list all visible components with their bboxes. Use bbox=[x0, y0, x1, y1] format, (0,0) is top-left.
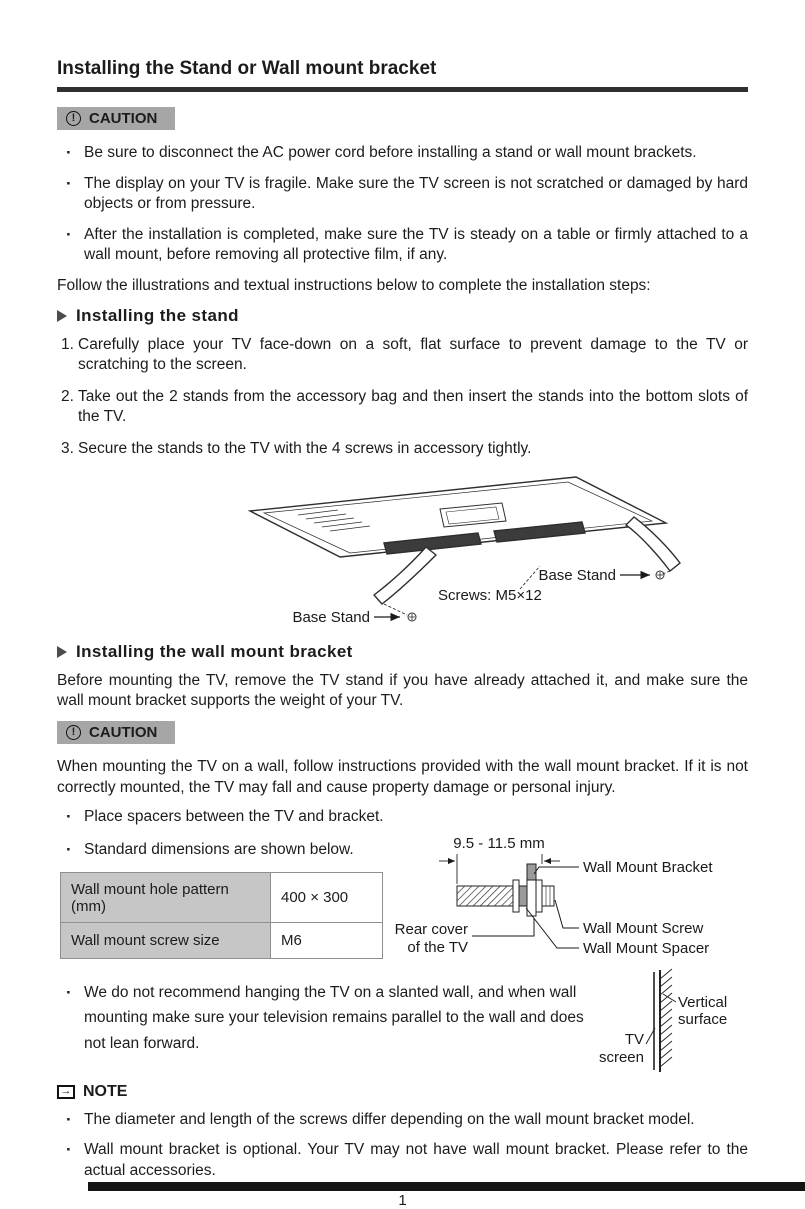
tv-stand-illustration bbox=[188, 471, 708, 631]
note-arrow-icon: → bbox=[57, 1085, 75, 1099]
step-number: 1. bbox=[61, 335, 74, 353]
stand-steps-list bbox=[57, 335, 748, 460]
list-item bbox=[57, 840, 387, 861]
spec-value-cell: M6 bbox=[271, 923, 383, 959]
page-number: 1 bbox=[398, 1191, 407, 1209]
dimensions-row bbox=[57, 834, 748, 968]
note-heading bbox=[57, 1083, 748, 1101]
caution-label: CAUTION bbox=[89, 723, 158, 741]
slant-wall-row bbox=[57, 978, 748, 1079]
page-content bbox=[57, 58, 748, 1209]
diagram-label-rear-cover-line2: of the TV bbox=[407, 938, 468, 956]
caution-bullet-list bbox=[57, 143, 748, 266]
list-item bbox=[57, 980, 589, 1057]
wall-mount-intro-text: Before mounting the TV, remove the TV stand if you have already attached it, and make sure the wall mount bracket supports the weight of your TV. bbox=[57, 671, 748, 710]
slant-bullet bbox=[57, 980, 589, 1057]
diagram-label-rear-cover-line1: Rear cover bbox=[394, 920, 468, 938]
diagram-label-spacer: Wall Mount Spacer bbox=[583, 939, 710, 957]
step-text: Carefully place your TV face-down on a soft, flat surface to prevent damage to the TV or scratching to the screen. bbox=[78, 335, 748, 374]
wall-mount-spec-table bbox=[60, 872, 383, 959]
caution-exclamation-icon: ! bbox=[66, 725, 81, 740]
step-text: Take out the 2 stands from the accessory bag and then insert the stands into the bottom slots of the TV. bbox=[78, 387, 748, 426]
diagram-label-screw: Wall Mount Screw bbox=[583, 919, 704, 937]
diagram-label-vertical-line1: Vertical bbox=[678, 993, 728, 1011]
bullet-marker: · bbox=[66, 982, 72, 1002]
list-item bbox=[57, 174, 748, 215]
triangle-marker-icon bbox=[57, 310, 67, 322]
table-row bbox=[61, 873, 383, 923]
section-title: Installing the stand bbox=[76, 305, 239, 325]
bullet-marker: · bbox=[66, 1140, 72, 1160]
diagram-label-vertical-line2: surface bbox=[678, 1010, 728, 1028]
wall-mount-screw-diagram bbox=[387, 836, 727, 968]
list-item bbox=[57, 225, 748, 266]
list-item bbox=[57, 807, 748, 828]
list-item bbox=[57, 143, 748, 164]
spec-label-cell: Wall mount screw size bbox=[61, 923, 271, 959]
note-label: NOTE bbox=[83, 1082, 128, 1100]
wall-caution-text: When mounting the TV on a wall, follow instructions provided with the wall mount bracket. If it is not correctly mounted, the TV may fall and cause property damage or personal injury. bbox=[57, 757, 748, 796]
slant-text-column bbox=[57, 978, 589, 1057]
title-divider bbox=[57, 87, 748, 92]
triangle-marker-icon bbox=[57, 646, 67, 658]
bullet-marker: · bbox=[66, 807, 72, 827]
bullet-text: Place spacers between the TV and bracket. bbox=[84, 808, 384, 826]
bullet-marker: · bbox=[66, 143, 72, 162]
diagram-dimension-label: 9.5 - 11.5 mm bbox=[453, 834, 545, 852]
note-bullet-list bbox=[57, 1110, 748, 1182]
diagram-label-tv-line2: screen bbox=[598, 1048, 644, 1066]
vertical-surface-diagram bbox=[598, 964, 748, 1079]
dimensions-bullet bbox=[57, 840, 387, 861]
section-heading-wall-mount bbox=[57, 642, 748, 662]
table-row bbox=[61, 923, 383, 959]
caution-badge-1 bbox=[57, 107, 175, 130]
caution-exclamation-icon: ! bbox=[66, 111, 81, 126]
step-number: 2. bbox=[61, 387, 74, 405]
figure-label-base-stand-right: Base Stand bbox=[538, 566, 616, 584]
figure-label-screws: Screws: M5×12 bbox=[438, 586, 542, 604]
step-number: 3. bbox=[61, 440, 74, 458]
bullet-text: The diameter and length of the screws differ depending on the wall mount bracket model. bbox=[84, 1110, 695, 1128]
diagram-label-tv-line1: TV bbox=[624, 1030, 644, 1048]
bullet-text: The display on your TV is fragile. Make sure the TV screen is not scratched or damaged by hard objects or from pressure. bbox=[84, 174, 748, 213]
caution-label: CAUTION bbox=[89, 110, 158, 127]
diagram-label-bracket: Wall Mount Bracket bbox=[583, 858, 713, 876]
bullet-text: After the installation is completed, make sure the TV is steady on a table or firmly attached to a wall mount, before removing all protective film, if any. bbox=[84, 225, 748, 264]
bullet-marker: · bbox=[66, 173, 72, 193]
step-text: Secure the stands to the TV with the 4 screws in accessory tightly. bbox=[78, 440, 532, 458]
bullet-marker: · bbox=[66, 1109, 72, 1129]
step-item bbox=[57, 335, 748, 376]
spec-label-cell: Wall mount hole pattern (mm) bbox=[61, 873, 271, 923]
diagram-leader-lines bbox=[472, 867, 579, 948]
section-heading-stand bbox=[57, 306, 748, 326]
tv-stand-figure bbox=[188, 471, 748, 636]
bullet-text: Wall mount bracket is optional. Your TV may not have wall mount bracket. Please refer to the actual accessories. bbox=[84, 1141, 748, 1179]
bullet-marker: · bbox=[66, 224, 72, 244]
bullet-text: Standard dimensions are shown below. bbox=[84, 840, 354, 858]
section-title: Installing the wall mount bracket bbox=[76, 641, 353, 661]
bullet-text: We do not recommend hanging the TV on a slanted wall, and when wall mounting make sure your television remains parallel to the wall and does not lean forward. bbox=[84, 983, 584, 1052]
spec-value-cell: 400 × 300 bbox=[271, 873, 383, 923]
list-item bbox=[57, 1140, 748, 1181]
bullet-text: Be sure to disconnect the AC power cord before installing a stand or wall mount brackets. bbox=[84, 144, 697, 161]
step-item bbox=[57, 387, 748, 428]
list-item bbox=[57, 1110, 748, 1131]
dimensions-left-column bbox=[57, 838, 387, 960]
figure-label-base-stand-left: Base Stand bbox=[292, 608, 370, 626]
bullet-marker: · bbox=[66, 839, 72, 859]
step-item bbox=[57, 439, 748, 460]
follow-instructions-text: Follow the illustrations and textual instructions below to complete the installation steps: bbox=[57, 277, 651, 295]
caution-badge-2 bbox=[57, 721, 175, 744]
wall-bullet-list bbox=[57, 807, 748, 828]
page-title: Installing the Stand or Wall mount bracket bbox=[57, 58, 437, 79]
page-bottom-edge bbox=[88, 1182, 805, 1191]
